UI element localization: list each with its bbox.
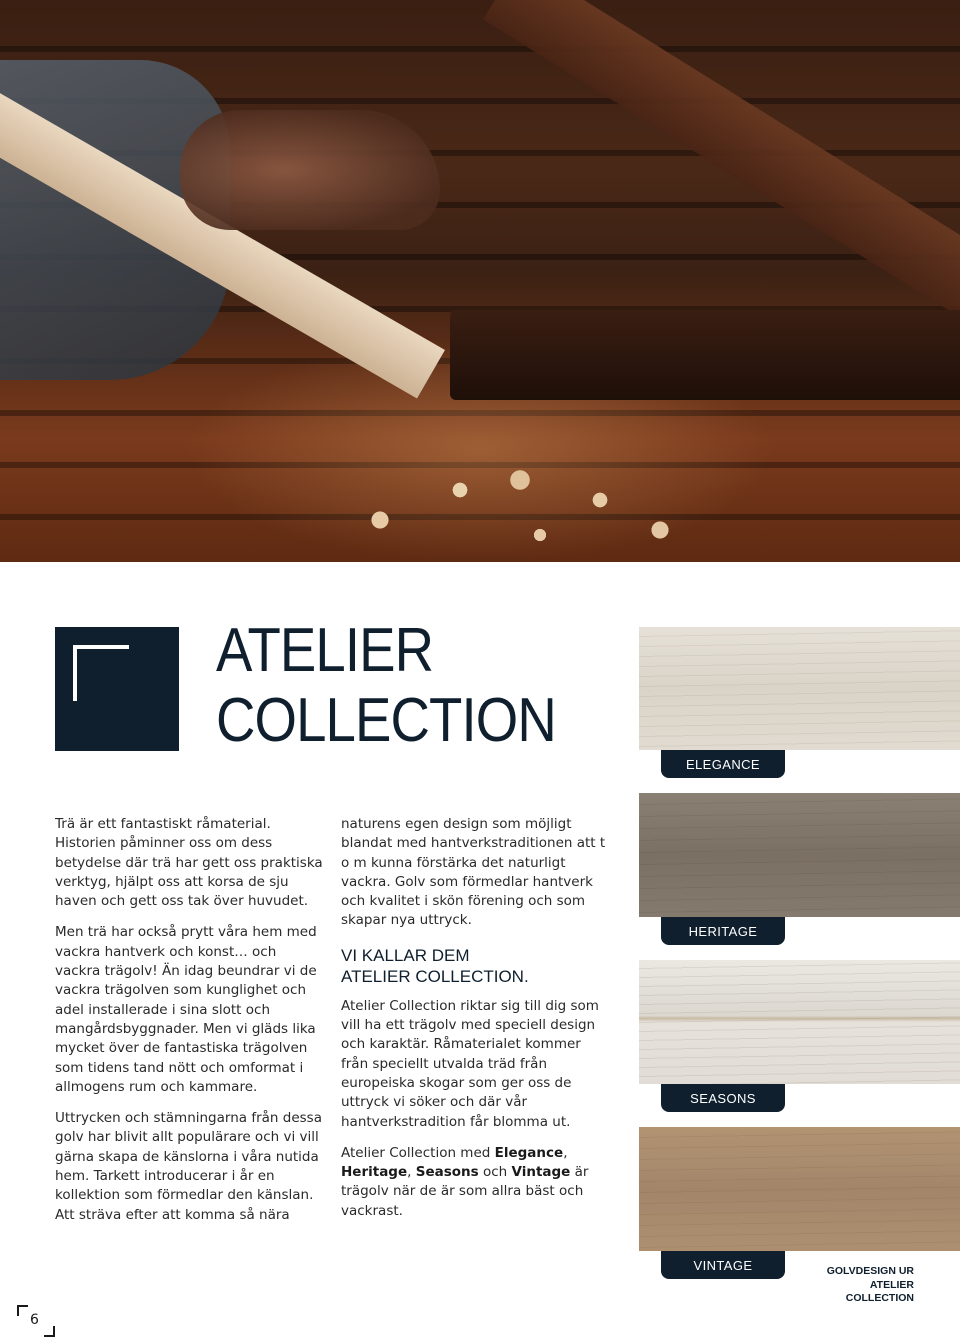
title-line-2: COLLECTION [216,686,556,755]
brand-line-2: ATELIER [869,1278,914,1291]
swatch-label-elegance: ELEGANCE [661,750,785,778]
background-beam [483,0,960,348]
intro-column-left [55,815,323,1237]
paragraph: Trä är ett fantastiskt råmaterial. Historien påminner oss om dess betydelse där trä har gett oss praktiska verktyg, hjälpt oss att korsa de sju haven och gett oss tak över huvudet. [55,816,323,910]
heading-line-1: VI KALLAR DEM [341,945,470,965]
title-line-1: ATELIER [216,616,434,685]
paragraph: Uttrycken och stämningarna från dessa golv har blivit allt populärare och vi vill gärna skapa de känslorna i våra nutida hem. Tarkett introducerar i år en kollektion som förmedlar den känslan. Att sträva efter att komma så nära [55,1110,322,1223]
page-title [216,616,556,756]
swatch-label-seasons: SEASONS [661,1084,785,1112]
product-name-heritage: Heritage [341,1164,408,1181]
page-number: 6 [30,1312,39,1328]
text: är trägolv när de är som allra bäst och vackrast. [341,1164,589,1219]
product-name-elegance: Elegance [494,1144,564,1161]
brand-caption [827,1265,914,1306]
text: , [407,1164,416,1181]
text: och [478,1164,512,1181]
page-corner-top-left-icon [17,1305,28,1316]
wood-shavings [340,460,740,550]
brand-line-1: GOLVDESIGN UR [826,1265,914,1277]
swatch-elegance [639,627,960,750]
swatch-vintage [639,1127,960,1251]
swatch-label-vintage: VINTAGE [661,1251,785,1279]
paragraph: naturens egen design som möjligt blandat med hantverkstraditionen att t o m kunna förstärka det naturligt vackra. Golv som förmedlar hantverk och kvalitet i skön förening och som skapar nya uttryck. [341,816,606,929]
product-name-seasons: Seasons [415,1164,479,1181]
swatch-seasons [639,960,960,1084]
page-corner-bottom-right-icon [44,1326,55,1337]
collection-logo [55,627,179,751]
section-heading [341,945,609,987]
hand-plane [450,310,960,400]
text: , [563,1144,568,1161]
text: Atelier Collection med [341,1144,495,1161]
brand-line-3: COLLECTION [845,1292,914,1304]
swatch-heritage [639,793,960,917]
product-name-vintage: Vintage [511,1164,571,1181]
paragraph: Men trä har också prytt våra hem med vackra hantverk och konst… och vackra trägolv! Än idag beundrar vi de vackra trägolven som kunglighet och adel installerade i sina slott och mangårdsbyggnader. Men vi gläds lika mycket över de fantastiska trägolven som tidens tand nött och omformat i allmogens rum och kammare. [55,924,317,1095]
paragraph [341,1144,609,1221]
heading-line-2: ATELIER COLLECTION. [341,966,529,986]
hero-photo [0,0,960,562]
craftsman-hand [180,110,440,230]
paragraph: Atelier Collection riktar sig till dig som vill ha ett trägolv med speciell design och karaktär. Råmaterialet kommer från speciellt utvalda träd från europeiska skogar som ger oss de uttryck vi söker och där vår hantverkstradition får blomma ut. [341,997,599,1130]
intro-column-right [341,815,609,1233]
swatch-label-heritage: HERITAGE [661,917,785,945]
corner-bracket-icon [73,645,129,701]
